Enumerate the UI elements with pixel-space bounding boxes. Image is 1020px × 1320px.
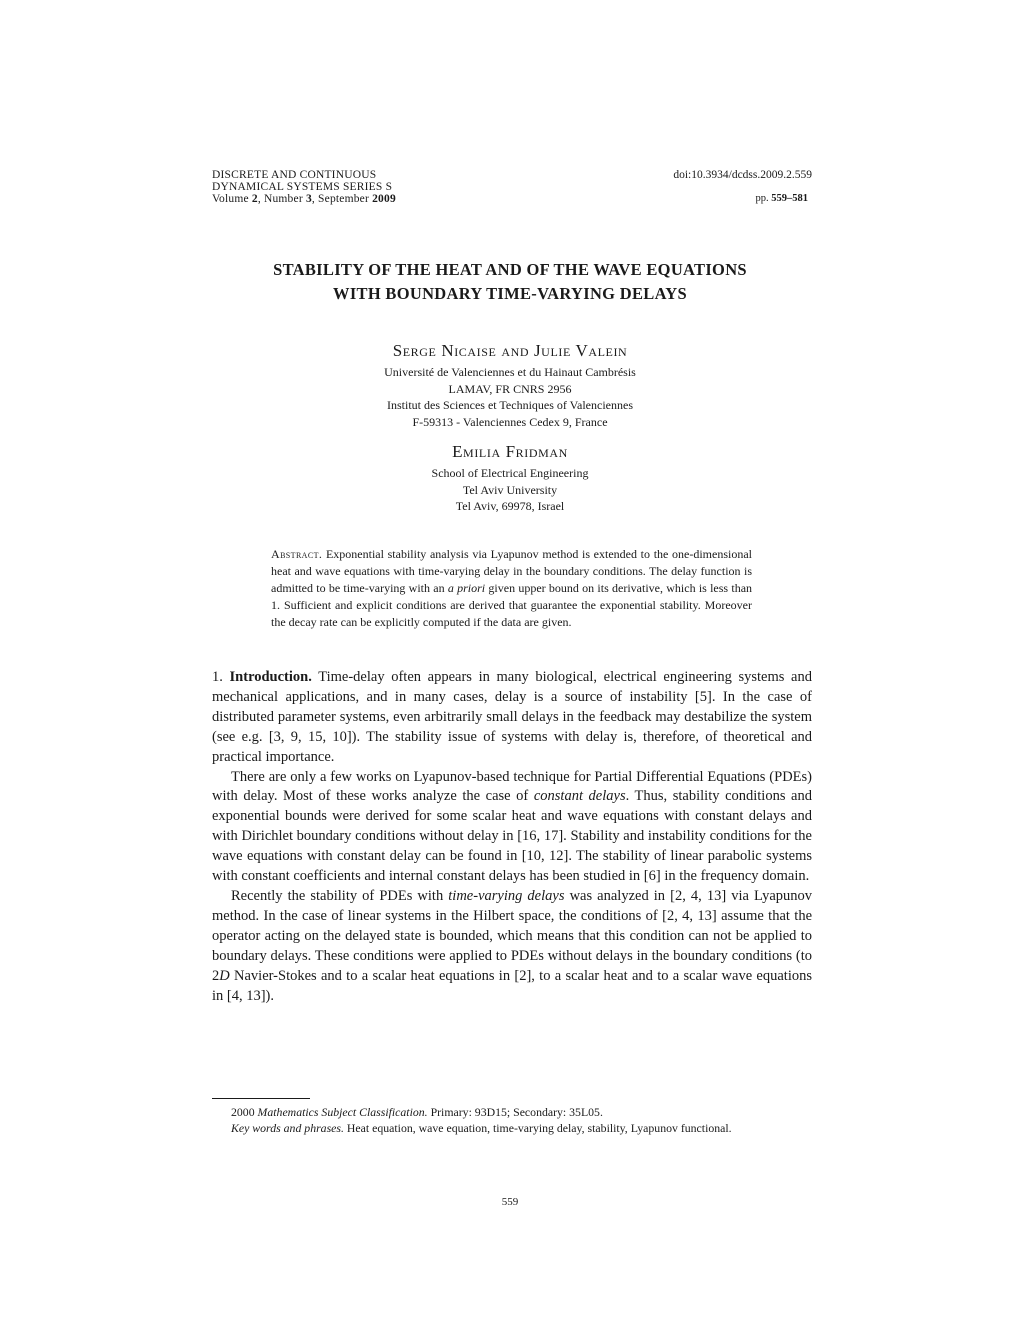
affiliation-1	[150, 364, 870, 430]
footnote-rule	[212, 1098, 310, 1099]
intro-p2-italic: constant delays	[533, 788, 626, 805]
author-block-1	[150, 341, 870, 430]
journal-name-line2: DYNAMICAL SYSTEMS SERIES S	[212, 181, 393, 193]
volume-line	[212, 193, 396, 205]
author-names-1: Serge Nicaise and Julie Valein	[392, 341, 628, 360]
intro-p3-text-c: Navier-Stokes and to a scalar heat equations in [2], to a scalar heat and to a scalar wave equations in [4, 13]).	[212, 967, 812, 1004]
author-block-2	[150, 442, 870, 515]
section-heading: Introduction.	[229, 669, 312, 685]
date-prefix: , September	[311, 193, 370, 205]
intro-p3-italic-d: D	[219, 967, 230, 984]
intro-p2-text-a: There are only a few works on Lyapunov-based technique for Partial Differential Equations (PDEs) with delay. Most of these works analyze the case of	[212, 768, 812, 805]
author-names-2: Emilia Fridman	[452, 442, 568, 461]
journal-header	[212, 169, 396, 205]
footnote-msc	[212, 1104, 812, 1120]
abstract-text-b: given upper bound on its derivative, which is less than 1. Sufficient and explicit conditions are derived that guarantee the exponential stability. Moreover the decay rate can be explicitly computed if the data are given.	[271, 581, 753, 629]
footnotes	[212, 1104, 812, 1136]
affiliation-line: F-59313 - Valenciennes Cedex 9, France	[412, 414, 608, 429]
intro-p2-text-b: . Thus, stability conditions and exponential bounds were derived for some scalar heat and wave equations with constant delays and with Dirichlet boundary conditions without delay in [16, 17]. Stability and instability conditions for the wave equations with constant delay can be found in [10, 12]. The stability of linear parabolic systems with constant coefficients and internal constant delays has been studied in [6] in the frequency domain.	[212, 788, 812, 885]
intro-p3-text-b: was analyzed in [2, 4, 13] via Lyapunov method. In the case of linear systems in the Hilbert space, the conditions of [2, 4, 13] assume that the operator acting on the delayed state is bounded, which means that this condition can not be applied to boundary delays. These conditions were applied to PDEs without delays in the boundary conditions (to 2	[212, 887, 813, 984]
affiliation-line: Tel Aviv, 69978, Israel	[455, 499, 565, 513]
year: 2009	[372, 193, 396, 205]
footnote-keywords	[212, 1120, 812, 1136]
keywords-text: Heat equation, wave equation, time-varying delay, stability, Lyapunov functional.	[346, 1121, 732, 1135]
abstract-italic: a priori	[447, 581, 486, 595]
issue-number: 3	[305, 193, 312, 205]
doi: doi:10.3934/dcdss.2009.2.559	[673, 169, 812, 181]
volume-word: Volume	[212, 193, 249, 205]
msc-text: Primary: 93D15; Secondary: 35L05.	[430, 1105, 603, 1119]
introduction-section	[212, 668, 812, 1006]
abstract-text-a: Exponential stability analysis via Lyapunov method is extended to the one-dimensional heat and wave equations with time-varying delay in the boundary conditions. The delay function is admitted to be time-varying with an	[271, 547, 753, 595]
intro-p3-italic: time-varying delays	[448, 887, 565, 904]
pages-value: 559–581	[771, 193, 808, 204]
msc-year: 2000	[231, 1105, 255, 1119]
abstract	[271, 546, 752, 631]
volume-number: 2	[251, 193, 258, 205]
affiliation-line: Université de Valenciennes et du Hainaut Cambrésis	[384, 365, 636, 379]
paper-title	[150, 258, 870, 306]
intro-paragraph-2	[212, 768, 812, 887]
number-word: , Number	[257, 193, 303, 205]
title-line2: WITH BOUNDARY TIME-VARYING DELAYS	[333, 284, 687, 303]
intro-paragraph-3	[212, 887, 812, 1006]
msc-label: Mathematics Subject Classification.	[257, 1105, 428, 1119]
intro-p3-text-a: Recently the stability of PDEs with	[231, 887, 444, 904]
affiliation-line: LAMAV, FR CNRS 2956	[448, 381, 572, 396]
section-number: 1.	[212, 669, 223, 685]
journal-name-line1: DISCRETE AND CONTINUOUS	[212, 169, 377, 181]
abstract-label: Abstract.	[271, 547, 323, 561]
page-range	[756, 193, 809, 204]
pages-prefix: pp.	[755, 193, 769, 204]
keywords-label: Key words and phrases.	[231, 1121, 344, 1135]
intro-p1-text: Time-delay often appears in many biological, electrical engineering systems and mechanical applications, and in many cases, delay is a source of instability [5]. In the case of distributed parameter systems, even arbitrarily small delays in the feedback may destabilize the system (see e.g. [3, 9, 15, 10]). The stability issue of systems with delay is, therefore, of theoretical and practical importance.	[212, 669, 812, 765]
page-number: 559	[501, 1196, 519, 1208]
affiliation-line: Tel Aviv University	[462, 482, 558, 497]
intro-paragraph-1	[212, 668, 812, 768]
affiliation-2	[150, 465, 870, 515]
title-line1: STABILITY OF THE HEAT AND OF THE WAVE EQUATIONS	[273, 260, 747, 279]
affiliation-line: School of Electrical Engineering	[431, 466, 589, 480]
affiliation-line: Institut des Sciences et Techniques of Valenciennes	[387, 398, 633, 412]
